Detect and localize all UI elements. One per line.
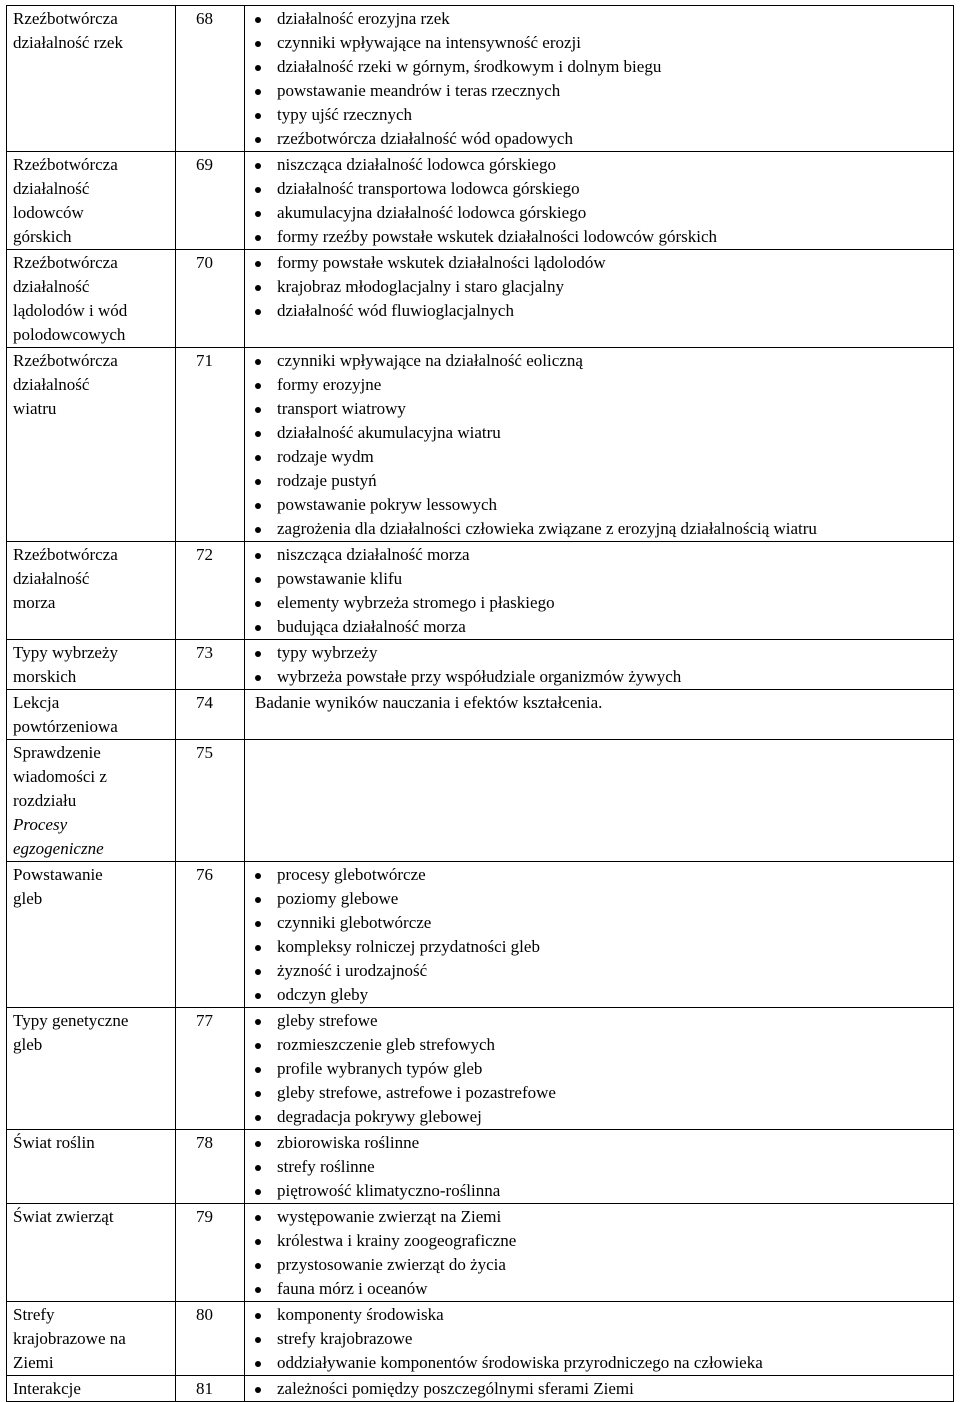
topic-line: Typy wybrzeży	[13, 643, 119, 662]
list-item-text: krajobraz młodoglacjalny i staro glacjalny	[277, 277, 565, 296]
bullet-icon	[255, 625, 261, 631]
list-item	[255, 373, 953, 397]
content-cell	[245, 348, 954, 542]
bullet-icon	[255, 651, 261, 657]
topic-line-italic: Procesy	[13, 815, 68, 834]
bullet-icon	[255, 1337, 261, 1343]
list-item	[255, 1327, 953, 1351]
bullet-list	[255, 349, 953, 541]
list-item-text: strefy krajobrazowe	[277, 1329, 413, 1348]
table-row	[7, 862, 954, 1008]
topic-line: wiatru	[13, 399, 57, 418]
list-item-text: gleby strefowe, astrefowe i pozastrefowe	[277, 1083, 556, 1102]
list-item-text: oddziaływanie komponentów środowiska przyrodniczego na człowieka	[277, 1353, 763, 1372]
table-row	[7, 640, 954, 690]
bullet-icon	[255, 921, 261, 927]
list-item-text: działalność rzeki w górnym, środkowym i dolnym biegu	[277, 57, 662, 76]
topic-line: działalność	[13, 375, 90, 394]
list-item	[255, 1253, 953, 1277]
content-cell	[245, 542, 954, 640]
list-item-text: fauna mórz i oceanów	[277, 1279, 428, 1298]
topic-line: Rzeźbotwórcza	[13, 9, 118, 28]
list-item-text: rzeźbotwórcza działalność wód opadowych	[277, 129, 573, 148]
lesson-number: 80	[176, 1302, 245, 1376]
bullet-list	[255, 1131, 953, 1203]
list-item	[255, 911, 953, 935]
list-item	[255, 421, 953, 445]
list-item-text: działalność wód fluwioglacjalnych	[277, 301, 514, 320]
bullet-list	[255, 153, 953, 249]
bullet-icon	[255, 1091, 261, 1097]
list-item-text: działalność transportowa lodowca górskiego	[277, 179, 580, 198]
content-cell	[245, 690, 954, 740]
topic-cell	[7, 1204, 176, 1302]
content-cell	[245, 152, 954, 250]
table-row	[7, 1008, 954, 1130]
list-item	[255, 201, 953, 225]
list-item-text: profile wybranych typów gleb	[277, 1059, 483, 1078]
list-item-text: budująca działalność morza	[277, 617, 466, 636]
lesson-number: 78	[176, 1130, 245, 1204]
list-item-text: gleby strefowe	[277, 1011, 378, 1030]
content-cell	[245, 1130, 954, 1204]
topic-cell	[7, 1130, 176, 1204]
content-cell	[245, 1008, 954, 1130]
topic-line: rozdziału	[13, 791, 77, 810]
bullet-icon	[255, 163, 261, 169]
topic-line: Rzeźbotwórcza	[13, 545, 118, 564]
list-item	[255, 299, 953, 323]
table-body	[7, 6, 954, 1402]
table-row	[7, 6, 954, 152]
curriculum-sheet	[6, 5, 954, 1402]
list-item-text: akumulacyjna działalność lodowca górskiego	[277, 203, 587, 222]
lesson-number: 71	[176, 348, 245, 542]
topic-line-italic: egzogeniczne	[13, 839, 104, 858]
list-item	[255, 153, 953, 177]
list-item-text: rodzaje pustyń	[277, 471, 377, 490]
list-item	[255, 959, 953, 983]
list-item	[255, 445, 953, 469]
list-item	[255, 275, 953, 299]
topic-cell	[7, 740, 176, 862]
list-item-text: strefy roślinne	[277, 1157, 375, 1176]
topic-cell	[7, 6, 176, 152]
list-item	[255, 103, 953, 127]
bullet-icon	[255, 383, 261, 389]
list-item	[255, 1057, 953, 1081]
bullet-list	[255, 543, 953, 639]
list-item-text: kompleksy rolniczej przydatności gleb	[277, 937, 540, 956]
lesson-number: 81	[176, 1376, 245, 1402]
list-item-text: działalność erozyjna rzek	[277, 9, 450, 28]
topic-line: wiadomości z	[13, 767, 107, 786]
list-item-text: niszcząca działalność lodowca górskiego	[277, 155, 556, 174]
list-item-text: żyzność i urodzajność	[277, 961, 428, 980]
list-item	[255, 1009, 953, 1033]
content-cell	[245, 1302, 954, 1376]
list-item-text: zależności pomiędzy poszczególnymi sferami Ziemi	[277, 1379, 634, 1398]
bullet-icon	[255, 969, 261, 975]
topic-line: Rzeźbotwórcza	[13, 155, 118, 174]
topic-line: Interakcje	[13, 1379, 81, 1398]
list-item	[255, 1205, 953, 1229]
bullet-icon	[255, 527, 261, 533]
bullet-icon	[255, 897, 261, 903]
list-item	[255, 397, 953, 421]
list-item	[255, 1131, 953, 1155]
list-item	[255, 1179, 953, 1203]
list-item	[255, 665, 953, 689]
list-item-text: rodzaje wydm	[277, 447, 374, 466]
bullet-icon	[255, 1189, 261, 1195]
bullet-icon	[255, 309, 261, 315]
list-item-text: wybrzeża powstałe przy współudziale organizmów żywych	[277, 667, 682, 686]
list-item-text: odczyn gleby	[277, 985, 369, 1004]
list-item	[255, 79, 953, 103]
lesson-number: 74	[176, 690, 245, 740]
topic-line: Lekcja	[13, 693, 60, 712]
bullet-icon	[255, 235, 261, 241]
list-item-text: degradacja pokrywy glebowej	[277, 1107, 482, 1126]
topic-line: lodowców	[13, 203, 84, 222]
list-item	[255, 1081, 953, 1105]
topic-cell	[7, 1376, 176, 1402]
list-item	[255, 1105, 953, 1129]
topic-line: górskich	[13, 227, 72, 246]
bullet-icon	[255, 1019, 261, 1025]
bullet-icon	[255, 89, 261, 95]
topic-cell	[7, 1302, 176, 1376]
lesson-number: 76	[176, 862, 245, 1008]
list-item	[255, 349, 953, 373]
list-item	[255, 887, 953, 911]
topic-line: Świat zwierząt	[13, 1207, 114, 1226]
list-item	[255, 1229, 953, 1253]
topic-line: działalność rzek	[13, 33, 123, 52]
list-item-text: powstawanie pokryw lessowych	[277, 495, 498, 514]
content-cell	[245, 250, 954, 348]
lesson-number: 68	[176, 6, 245, 152]
list-item	[255, 55, 953, 79]
topic-cell	[7, 348, 176, 542]
list-item	[255, 517, 953, 541]
topic-cell	[7, 690, 176, 740]
topic-line: krajobrazowe na	[13, 1329, 126, 1348]
lesson-number: 73	[176, 640, 245, 690]
lesson-number: 70	[176, 250, 245, 348]
list-item	[255, 591, 953, 615]
bullet-icon	[255, 285, 261, 291]
topic-line: powtórzeniowa	[13, 717, 118, 736]
bullet-icon	[255, 945, 261, 951]
list-item	[255, 177, 953, 201]
list-item-text: działalność akumulacyjna wiatru	[277, 423, 501, 442]
table-row	[7, 740, 954, 862]
bullet-icon	[255, 1043, 261, 1049]
list-item-text: występowanie zwierząt na Ziemi	[277, 1207, 502, 1226]
curriculum-table	[6, 5, 954, 1402]
topic-line: Powstawanie	[13, 865, 103, 884]
list-item	[255, 615, 953, 639]
bullet-icon	[255, 873, 261, 879]
content-cell	[245, 862, 954, 1008]
list-item-text: typy wybrzeży	[277, 643, 378, 662]
list-item-text: procesy glebotwórcze	[277, 865, 426, 884]
list-item	[255, 31, 953, 55]
lesson-number: 77	[176, 1008, 245, 1130]
list-item	[255, 127, 953, 151]
topic-line: Rzeźbotwórcza	[13, 351, 118, 370]
list-item-text: czynniki wpływające na intensywność erozji	[277, 33, 582, 52]
table-row	[7, 1130, 954, 1204]
list-item-text: zbiorowiska roślinne	[277, 1133, 420, 1152]
bullet-icon	[255, 17, 261, 23]
bullet-icon	[255, 187, 261, 193]
topic-cell	[7, 1008, 176, 1130]
bullet-list	[255, 641, 953, 689]
bullet-icon	[255, 1263, 261, 1269]
topic-cell	[7, 640, 176, 690]
topic-line: polodowcowych	[13, 325, 126, 344]
list-item	[255, 1155, 953, 1179]
bullet-icon	[255, 1387, 261, 1393]
bullet-icon	[255, 41, 261, 47]
list-item-text: powstawanie klifu	[277, 569, 403, 588]
bullet-icon	[255, 137, 261, 143]
list-item-text: przystosowanie zwierząt do życia	[277, 1255, 506, 1274]
bullet-icon	[255, 261, 261, 267]
list-item-text: komponenty środowiska	[277, 1305, 444, 1324]
table-row	[7, 152, 954, 250]
list-item	[255, 493, 953, 517]
bullet-icon	[255, 1287, 261, 1293]
topic-line: Sprawdzenie	[13, 743, 101, 762]
bullet-icon	[255, 1067, 261, 1073]
content-cell	[245, 1204, 954, 1302]
list-item	[255, 225, 953, 249]
table-row	[7, 250, 954, 348]
topic-line: morskich	[13, 667, 77, 686]
bullet-icon	[255, 1165, 261, 1171]
list-item	[255, 1033, 953, 1057]
bullet-icon	[255, 407, 261, 413]
bullet-icon	[255, 65, 261, 71]
list-item	[255, 469, 953, 493]
table-row	[7, 1204, 954, 1302]
table-row	[7, 542, 954, 640]
list-item	[255, 1377, 953, 1401]
list-item	[255, 1277, 953, 1301]
topic-line: lądolodów i wód	[13, 301, 128, 320]
content-text: Badanie wyników nauczania i efektów kształcenia.	[255, 693, 603, 712]
topic-line: gleb	[13, 1035, 43, 1054]
bullet-icon	[255, 993, 261, 999]
table-row	[7, 690, 954, 740]
bullet-list	[255, 1205, 953, 1301]
list-item	[255, 1303, 953, 1327]
bullet-icon	[255, 1141, 261, 1147]
list-item	[255, 7, 953, 31]
topic-line: Ziemi	[13, 1353, 54, 1372]
bullet-list	[255, 7, 953, 151]
topic-cell	[7, 862, 176, 1008]
bullet-icon	[255, 553, 261, 559]
bullet-icon	[255, 503, 261, 509]
list-item-text: transport wiatrowy	[277, 399, 406, 418]
lesson-number: 79	[176, 1204, 245, 1302]
bullet-list	[255, 1377, 953, 1401]
bullet-icon	[255, 479, 261, 485]
topic-line: morza	[13, 593, 56, 612]
bullet-icon	[255, 113, 261, 119]
list-item-text: rozmieszczenie gleb strefowych	[277, 1035, 496, 1054]
list-item-text: formy rzeźby powstałe wskutek działalności lodowców górskich	[277, 227, 717, 246]
bullet-list	[255, 1303, 953, 1375]
list-item-text: czynniki glebotwórcze	[277, 913, 432, 932]
topic-cell	[7, 152, 176, 250]
table-row	[7, 1376, 954, 1402]
lesson-number: 69	[176, 152, 245, 250]
list-item	[255, 251, 953, 275]
list-item-text: formy powstałe wskutek działalności lądolodów	[277, 253, 606, 272]
topic-line: działalność	[13, 277, 90, 296]
bullet-icon	[255, 455, 261, 461]
bullet-icon	[255, 431, 261, 437]
bullet-list	[255, 251, 953, 323]
topic-line: Świat roślin	[13, 1133, 95, 1152]
list-item-text: niszcząca działalność morza	[277, 545, 470, 564]
lesson-number: 72	[176, 542, 245, 640]
topic-line: działalność	[13, 569, 90, 588]
content-cell	[245, 640, 954, 690]
topic-cell	[7, 542, 176, 640]
topic-cell	[7, 250, 176, 348]
bullet-icon	[255, 675, 261, 681]
list-item-text: królestwa i krainy zoogeograficzne	[277, 1231, 517, 1250]
bullet-list	[255, 863, 953, 1007]
lesson-number: 75	[176, 740, 245, 862]
table-row	[7, 348, 954, 542]
list-item-text: zagrożenia dla działalności człowieka związane z erozyjną działalnością wiatru	[277, 519, 817, 538]
bullet-icon	[255, 1361, 261, 1367]
list-item-text: formy erozyjne	[277, 375, 382, 394]
topic-line: działalność	[13, 179, 90, 198]
list-item-text: poziomy glebowe	[277, 889, 399, 908]
list-item-text: elementy wybrzeża stromego i płaskiego	[277, 593, 555, 612]
list-item	[255, 567, 953, 591]
bullet-icon	[255, 577, 261, 583]
list-item-text: typy ujść rzecznych	[277, 105, 412, 124]
bullet-icon	[255, 1115, 261, 1121]
list-item	[255, 1351, 953, 1375]
list-item-text: piętrowość klimatyczno-roślinna	[277, 1181, 501, 1200]
content-cell	[245, 1376, 954, 1402]
list-item	[255, 983, 953, 1007]
content-cell	[245, 6, 954, 152]
bullet-list	[255, 1009, 953, 1129]
list-item	[255, 641, 953, 665]
list-item-text: czynniki wpływające na działalność eoliczną	[277, 351, 583, 370]
list-item-text: powstawanie meandrów i teras rzecznych	[277, 81, 561, 100]
topic-line: Typy genetyczne	[13, 1011, 129, 1030]
topic-line: Rzeźbotwórcza	[13, 253, 118, 272]
bullet-icon	[255, 211, 261, 217]
table-row	[7, 1302, 954, 1376]
topic-line: gleb	[13, 889, 43, 908]
bullet-icon	[255, 359, 261, 365]
topic-line: Strefy	[13, 1305, 55, 1324]
bullet-icon	[255, 1215, 261, 1221]
list-item	[255, 863, 953, 887]
list-item	[255, 935, 953, 959]
list-item	[255, 543, 953, 567]
bullet-icon	[255, 1313, 261, 1319]
content-cell	[245, 740, 954, 862]
bullet-icon	[255, 1239, 261, 1245]
bullet-icon	[255, 601, 261, 607]
